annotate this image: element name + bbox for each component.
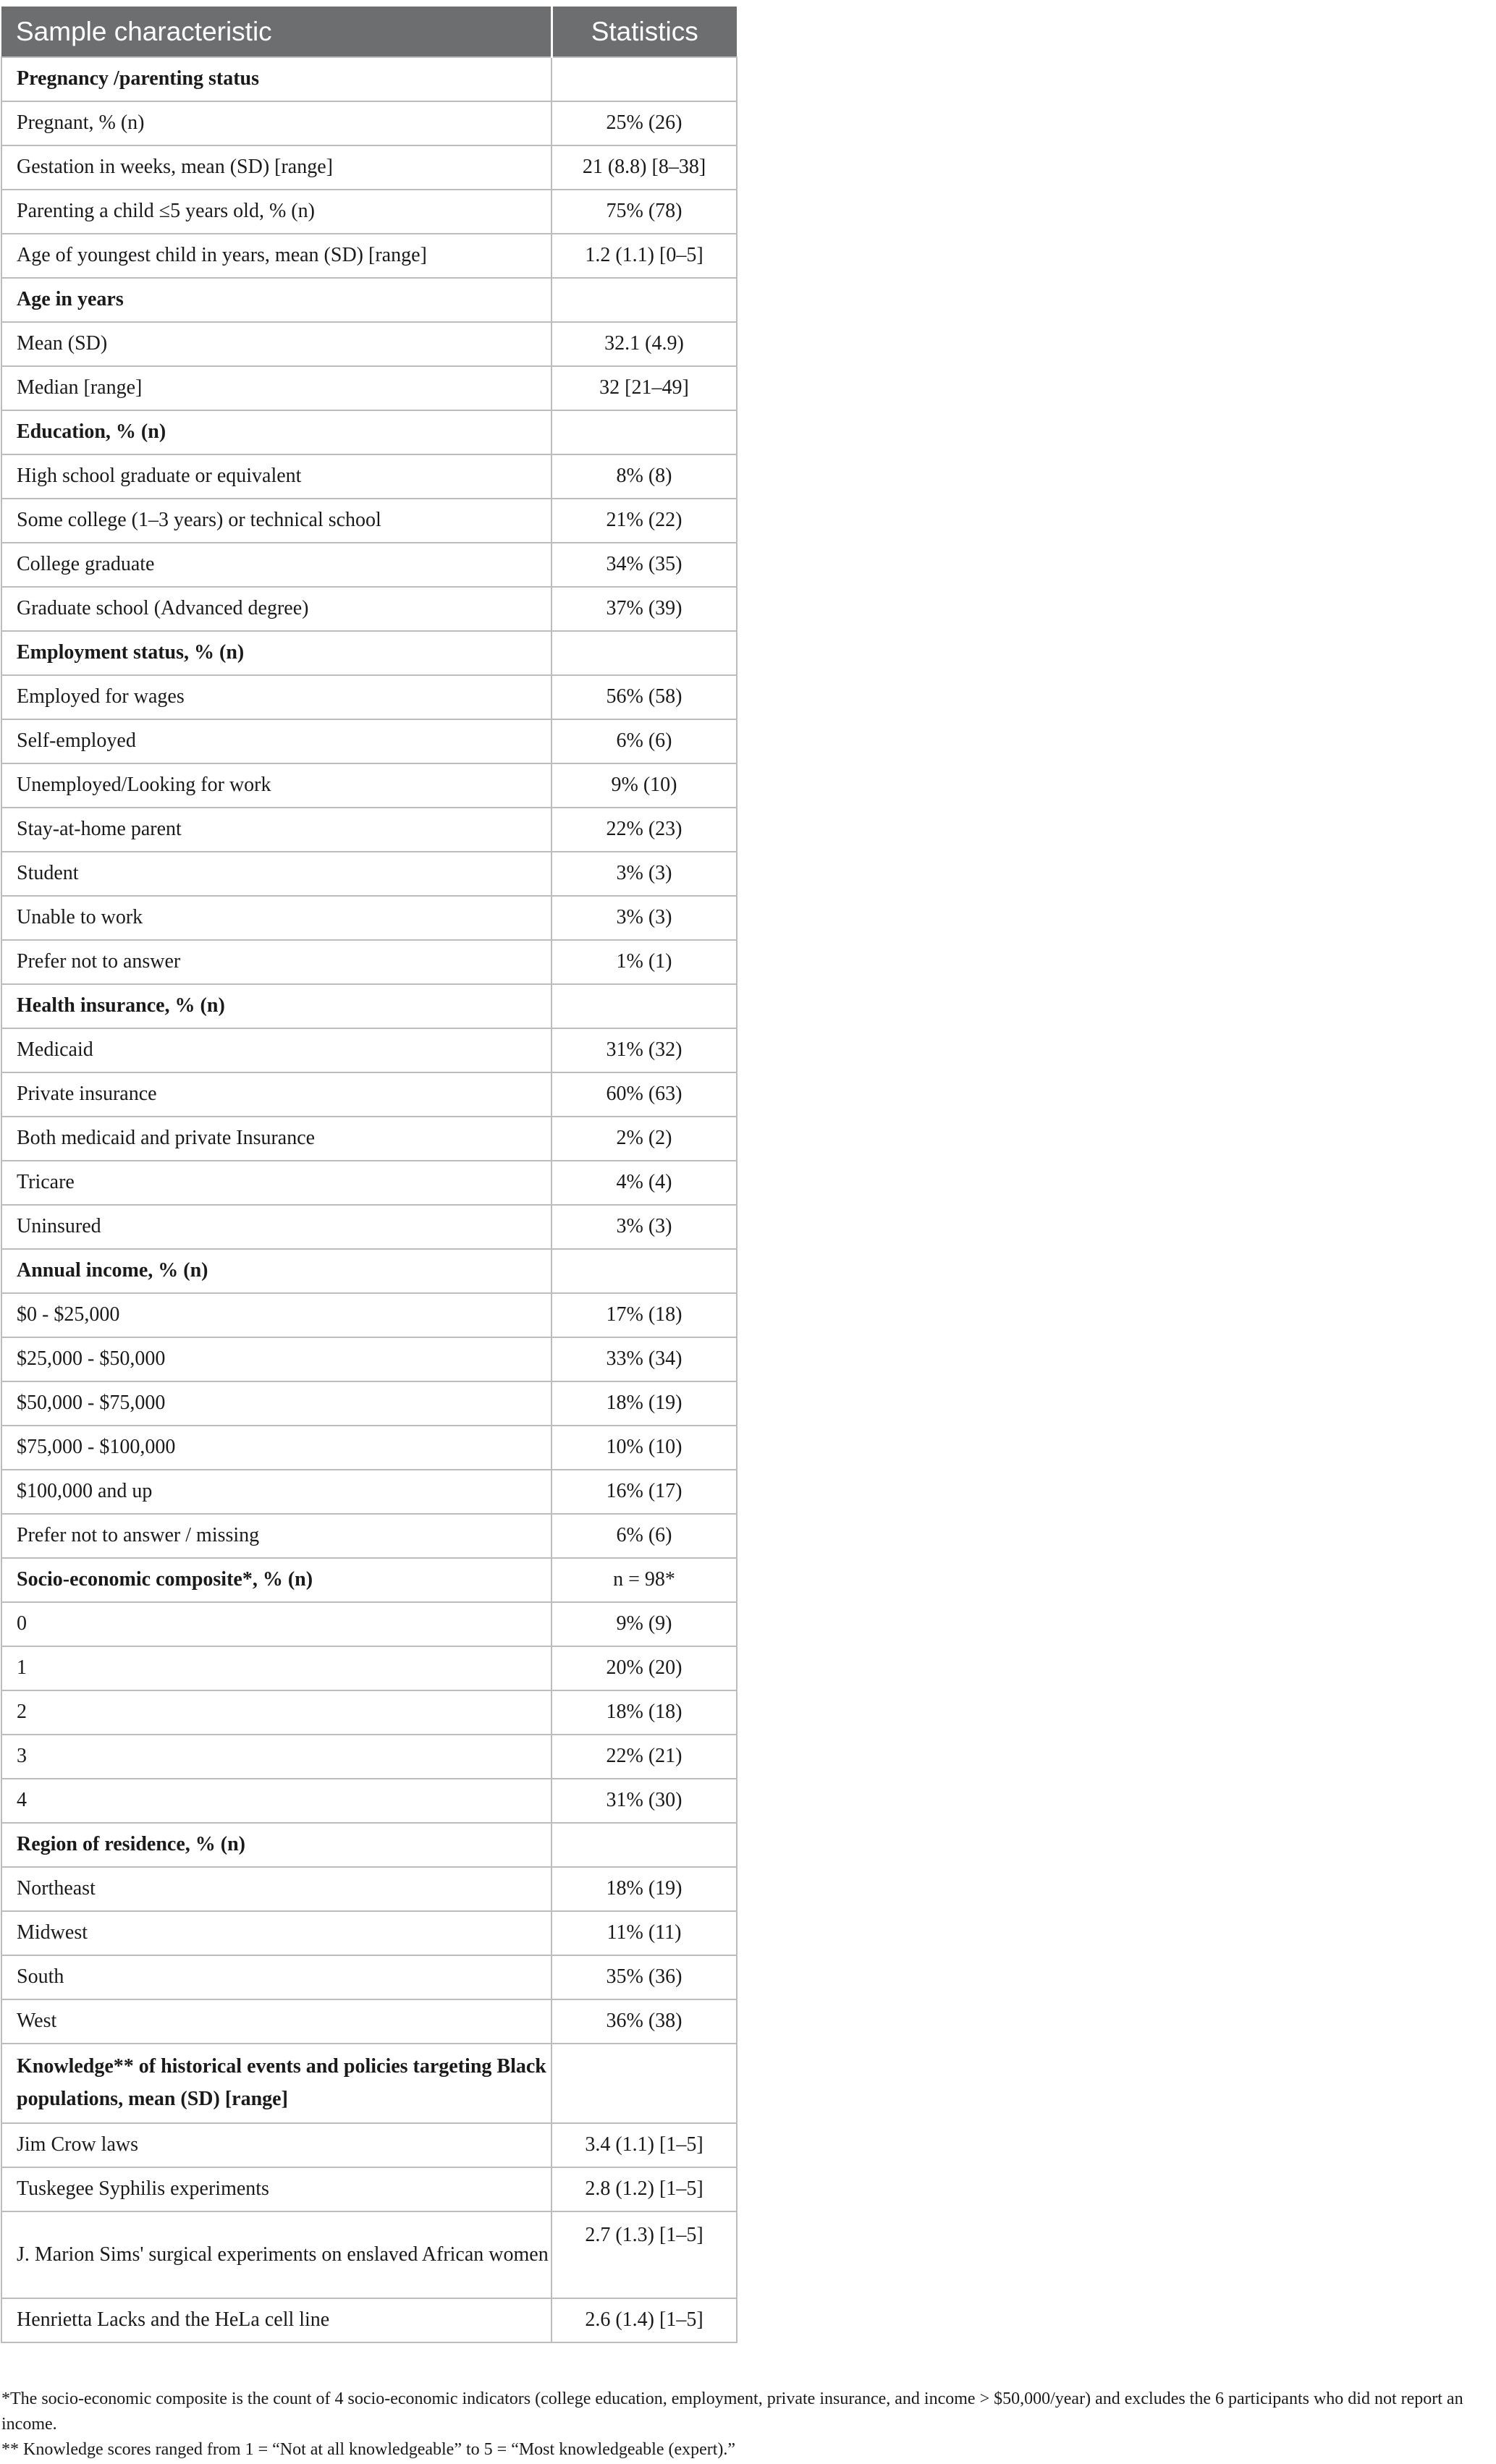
section-label: Health insurance, % (n) <box>1 984 552 1028</box>
row-label: Mean (SD) <box>1 322 552 366</box>
row-label: Student <box>1 852 552 896</box>
table-row <box>1 1690 737 1735</box>
table-row <box>1 896 737 940</box>
row-label: Prefer not to answer / missing <box>1 1514 552 1558</box>
row-value: 2.6 (1.4) [1–5] <box>552 2298 737 2342</box>
row-label: Stay-at-home parent <box>1 808 552 852</box>
row-label: Pregnant, % (n) <box>1 101 552 145</box>
row-value <box>552 410 737 454</box>
table-row <box>1 366 737 410</box>
section-row <box>1 278 737 322</box>
row-value <box>552 1823 737 1867</box>
row-label: $75,000 - $100,000 <box>1 1426 552 1470</box>
table-body <box>1 57 737 2342</box>
table-row <box>1 322 737 366</box>
row-value: 75% (78) <box>552 190 737 234</box>
row-value: 3% (3) <box>552 852 737 896</box>
row-label: Employed for wages <box>1 675 552 719</box>
table-row <box>1 2211 737 2298</box>
row-value: 21% (22) <box>552 499 737 543</box>
row-label: $50,000 - $75,000 <box>1 1381 552 1426</box>
row-value: 3.4 (1.1) [1–5] <box>552 2123 737 2167</box>
row-value: 11% (11) <box>552 1911 737 1955</box>
row-value: 3% (3) <box>552 1205 737 1249</box>
row-label: Parenting a child ≤5 years old, % (n) <box>1 190 552 234</box>
section-row <box>1 1558 737 1602</box>
row-label: Unemployed/Looking for work <box>1 763 552 808</box>
table-row <box>1 1072 737 1117</box>
section-label: Annual income, % (n) <box>1 1249 552 1293</box>
table-row <box>1 2167 737 2211</box>
row-value: 2.8 (1.2) [1–5] <box>552 2167 737 2211</box>
table-row <box>1 1735 737 1779</box>
row-value: 6% (6) <box>552 1514 737 1558</box>
section-row <box>1 2044 737 2123</box>
row-label: Gestation in weeks, mean (SD) [range] <box>1 145 552 190</box>
row-value: 6% (6) <box>552 719 737 763</box>
table-row <box>1 1470 737 1514</box>
row-value: 22% (23) <box>552 808 737 852</box>
row-value: 1% (1) <box>552 940 737 984</box>
row-label: Self-employed <box>1 719 552 763</box>
row-value: 17% (18) <box>552 1293 737 1337</box>
row-label: Graduate school (Advanced degree) <box>1 587 552 631</box>
table-row <box>1 1426 737 1470</box>
table-row <box>1 587 737 631</box>
row-label: 3 <box>1 1735 552 1779</box>
row-label: Prefer not to answer <box>1 940 552 984</box>
row-label: J. Marion Sims' surgical experiments on enslaved African women <box>1 2211 552 2298</box>
row-value <box>552 2044 737 2123</box>
row-value: 37% (39) <box>552 587 737 631</box>
row-label: $0 - $25,000 <box>1 1293 552 1337</box>
row-value: 2.7 (1.3) [1–5] <box>552 2211 737 2298</box>
row-value: 34% (35) <box>552 543 737 587</box>
table-row <box>1 675 737 719</box>
table-row <box>1 1602 737 1646</box>
table-row <box>1 1867 737 1911</box>
row-label: Tuskegee Syphilis experiments <box>1 2167 552 2211</box>
table-row <box>1 145 737 190</box>
footnote-socio-economic: *The socio-economic composite is the count of 4 socio-economic indicators (college education, employment, private insurance, and income > $50,000/year) and excludes the 6 participants who did not report an income. <box>1 2389 1463 2434</box>
row-value: 31% (32) <box>552 1028 737 1072</box>
section-row <box>1 1249 737 1293</box>
table-row <box>1 190 737 234</box>
row-label: Unable to work <box>1 896 552 940</box>
row-label: High school graduate or equivalent <box>1 454 552 499</box>
section-label: Knowledge** of historical events and policies targeting Black populations, mean (SD) [range] <box>1 2044 552 2123</box>
table-row <box>1 852 737 896</box>
row-value: 4% (4) <box>552 1161 737 1205</box>
table-row <box>1 1205 737 1249</box>
sample-characteristics-table <box>1 7 738 2343</box>
row-value: 35% (36) <box>552 1955 737 1999</box>
row-value: 2% (2) <box>552 1117 737 1161</box>
section-row <box>1 1823 737 1867</box>
section-row <box>1 631 737 675</box>
row-value <box>552 1249 737 1293</box>
footnote-knowledge: ** Knowledge scores ranged from 1 = “Not at all knowledgeable” to 5 = “Most knowledgeable (expert).” <box>1 2440 736 2459</box>
row-label: Henrietta Lacks and the HeLa cell line <box>1 2298 552 2342</box>
row-label: College graduate <box>1 543 552 587</box>
row-value: n = 98* <box>552 1558 737 1602</box>
table-row <box>1 940 737 984</box>
row-value: 18% (19) <box>552 1867 737 1911</box>
row-label: Midwest <box>1 1911 552 1955</box>
row-value: 36% (38) <box>552 1999 737 2044</box>
row-label: 2 <box>1 1690 552 1735</box>
table-row <box>1 763 737 808</box>
row-value: 8% (8) <box>552 454 737 499</box>
row-value: 10% (10) <box>552 1426 737 1470</box>
table-row <box>1 1117 737 1161</box>
table-row <box>1 454 737 499</box>
section-row <box>1 57 737 101</box>
table-row <box>1 1161 737 1205</box>
table-row <box>1 1999 737 2044</box>
section-label: Age in years <box>1 278 552 322</box>
table-footnotes <box>1 2387 1492 2463</box>
table-row <box>1 101 737 145</box>
table-row <box>1 1779 737 1823</box>
row-label: 1 <box>1 1646 552 1690</box>
table-row <box>1 1028 737 1072</box>
row-value: 25% (26) <box>552 101 737 145</box>
row-value: 22% (21) <box>552 1735 737 1779</box>
row-label: Both medicaid and private Insurance <box>1 1117 552 1161</box>
section-label: Employment status, % (n) <box>1 631 552 675</box>
table-row <box>1 499 737 543</box>
row-value: 56% (58) <box>552 675 737 719</box>
row-label: West <box>1 1999 552 2044</box>
row-label: Some college (1–3 years) or technical school <box>1 499 552 543</box>
row-value: 3% (3) <box>552 896 737 940</box>
section-label: Socio-economic composite*, % (n) <box>1 1558 552 1602</box>
row-label: Uninsured <box>1 1205 552 1249</box>
row-label: Northeast <box>1 1867 552 1911</box>
table-row <box>1 1646 737 1690</box>
row-value: 20% (20) <box>552 1646 737 1690</box>
table-row <box>1 1514 737 1558</box>
section-label: Education, % (n) <box>1 410 552 454</box>
table-row <box>1 2123 737 2167</box>
row-label: 4 <box>1 1779 552 1823</box>
section-row <box>1 410 737 454</box>
row-value: 16% (17) <box>552 1470 737 1514</box>
table-header-row <box>1 7 737 57</box>
row-label: South <box>1 1955 552 1999</box>
table-row <box>1 1293 737 1337</box>
row-value: 33% (34) <box>552 1337 737 1381</box>
table-row <box>1 1381 737 1426</box>
row-label: Jim Crow laws <box>1 2123 552 2167</box>
row-label: Age of youngest child in years, mean (SD) [range] <box>1 234 552 278</box>
row-label: $25,000 - $50,000 <box>1 1337 552 1381</box>
row-label: Tricare <box>1 1161 552 1205</box>
table-row <box>1 1337 737 1381</box>
row-label: Private insurance <box>1 1072 552 1117</box>
row-value: 32.1 (4.9) <box>552 322 737 366</box>
row-value: 1.2 (1.1) [0–5] <box>552 234 737 278</box>
table-row <box>1 234 737 278</box>
row-value <box>552 631 737 675</box>
table-row <box>1 808 737 852</box>
table-row <box>1 719 737 763</box>
header-statistics: Statistics <box>552 7 737 57</box>
header-sample-characteristic: Sample characteristic <box>1 7 552 57</box>
row-value: 32 [21–49] <box>552 366 737 410</box>
row-label: $100,000 and up <box>1 1470 552 1514</box>
row-label: Medicaid <box>1 1028 552 1072</box>
table-row <box>1 1911 737 1955</box>
table-row <box>1 543 737 587</box>
section-label: Region of residence, % (n) <box>1 1823 552 1867</box>
row-value: 9% (10) <box>552 763 737 808</box>
row-value: 31% (30) <box>552 1779 737 1823</box>
table-row <box>1 1955 737 1999</box>
row-value: 21 (8.8) [8–38] <box>552 145 737 190</box>
row-value: 60% (63) <box>552 1072 737 1117</box>
table-row <box>1 2298 737 2342</box>
section-label: Pregnancy /parenting status <box>1 57 552 101</box>
row-label: Median [range] <box>1 366 552 410</box>
row-value: 18% (18) <box>552 1690 737 1735</box>
row-value <box>552 57 737 101</box>
row-value <box>552 278 737 322</box>
row-value: 18% (19) <box>552 1381 737 1426</box>
section-row <box>1 984 737 1028</box>
row-value <box>552 984 737 1028</box>
row-label: 0 <box>1 1602 552 1646</box>
row-value: 9% (9) <box>552 1602 737 1646</box>
